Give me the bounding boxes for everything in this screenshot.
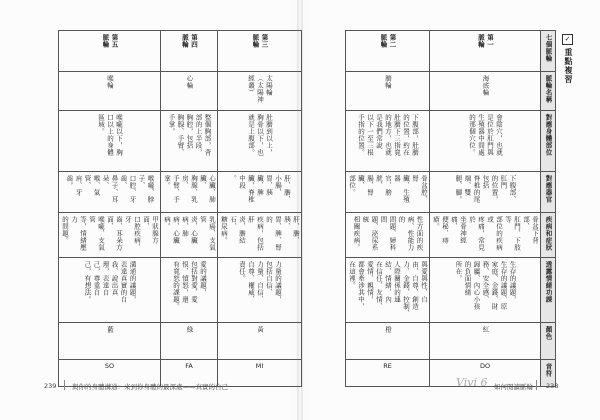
table-cell [346,72,430,111]
right-footer-text: 如何閱讀脈輪 [494,383,533,391]
table-cell [218,258,302,323]
note-label: DO [479,362,491,370]
cell-text: 性方面的疾 病、性能力的 問題、婦科問 題、泌尿系統 相關疾病。 [352,216,424,251]
checkbox-icon: ✓ [562,34,573,45]
table-row-label [346,31,556,72]
table-row-emotion [346,258,556,323]
table-cell [59,213,161,258]
cell-text: 溝通的議題， 表達真實的自 我、說出真 理，表達自 己，尊重自 己，有想法。 [83,261,137,303]
column-header-cell [541,111,556,172]
table-cell [218,172,302,213]
note-label: RE [383,362,392,370]
table-cell [161,111,218,172]
table-cell [161,31,218,72]
cell-text: 生存的議題， 生存的議題、原 家庭、金錢、財 務、安全感、 歸屬、內心小孩 的負面情緒 所在。 [454,261,517,310]
table-cell [218,111,302,172]
footer-divider [64,380,65,390]
table-cell [161,172,218,213]
cell-text: 橙 [384,326,392,333]
cell-text: 喉輪 [106,75,114,89]
chakra-label: 第三 脈輪 [251,34,269,48]
chakra-label: 第二 脈輪 [379,34,397,48]
table-cell [161,213,218,258]
table-cell [346,360,430,387]
table-cell [430,323,541,360]
column-header: 音符 [544,363,553,377]
table-cell [430,72,541,111]
cell-text: 下腹部、肛門 的位置，包括 脊椎的尾端、雙 腿、腳。 [454,175,517,203]
table-row-body [346,111,556,172]
table-cell [346,258,430,323]
table-cell [346,323,430,360]
cell-text: 太陽輪 （太陽神 經叢） [247,75,273,103]
chakra-label: 第四 脈輪 [181,34,198,48]
footer-divider [536,380,537,390]
table-cell [218,213,302,258]
table-cell [218,72,302,111]
cell-text: 喉嚨以下，胸 口以上的身體 區域。 [97,114,123,156]
chakra-table-left [58,30,302,387]
left-page-number: 239 [44,382,57,390]
table-cell [161,72,218,111]
note-label: FA [185,362,193,370]
book-logo: Vivi 6 [456,376,488,389]
table-cell [346,31,430,72]
table-cell [430,258,541,323]
cell-text: 海底輪 [481,75,490,96]
cell-text: 力量的議題， 包括自信、 力量、自信、 自尊、權威、 責任。 [238,261,282,303]
table-cell [59,31,161,72]
table-row-disease [59,213,302,258]
cell-text: 骨盆腔、腎 臟、生殖器 官、膀胱、 腸、腎臟、 部位。 [348,175,428,203]
table-row-disease [346,213,556,258]
column-header: 脈輪名稱 [544,75,553,103]
column-header-cell [541,213,556,258]
table-cell [430,213,541,258]
table-row-color [346,323,556,360]
cell-text: 臍輪 [384,75,392,89]
table-cell [59,172,161,213]
right-page-number: 238 [546,382,559,390]
table-cell [346,172,430,213]
chakra-table-right [345,30,556,387]
table-row-body [59,111,302,172]
table-cell [430,172,541,213]
table-row-name [59,72,302,111]
table-cell [218,31,302,72]
cell-text: 會陰穴，也就 是位於肛門與 生殖器中間處 的那個穴位。 [468,114,503,156]
column-header-cell [541,31,556,72]
chakra-label: 第五 脈輪 [101,34,119,48]
cell-text: 心輪 [185,75,194,89]
cell-text: 綠 [185,326,194,333]
table-cell [59,258,161,323]
table-cell [430,111,541,172]
table-cell [346,111,430,172]
column-header-cell [541,323,556,360]
table-cell [161,323,218,360]
section-title: 重點複習 [564,48,573,84]
cell-text: 乳癌、支氣管 炎、心臟病、肺 病、心臟病。 [163,216,216,251]
cell-text: 黃 [256,326,264,333]
column-header-cell [541,172,556,213]
table-row-organs [346,172,556,213]
column-header: 對應器官 [544,175,553,203]
note-label: MI [255,362,264,370]
cell-text: 骨盆下背部、 肛門、下肢等 部位的疾病或 疼痛，常見於 坐骨神經痛、 便秘、痔瘡。 [432,216,539,251]
table-cell [218,360,302,387]
cell-text: 整個胸部，背 部的上半段， 胸腔，包括 胸腺、手臂、 手掌。 [167,114,212,156]
cell-text: 愛的議題， 包括對愛、愛 恨、憤怒，還 有寬恕的課題。 [172,261,207,310]
table-row-organs [59,172,302,213]
table-row-emotion [59,258,302,323]
cell-text: 肝、膽、小腸、 胃、胰臟、脾 臟，脊椎中段 。 [229,175,291,203]
chakra-label: 第一 脈輪 [477,34,494,48]
cell-text: 肚臍到以上， 胸骨以下，也 就是上腹部。 [247,114,273,156]
column-header: 顏色 [544,326,553,340]
column-header: 對應身體部位 [544,114,553,156]
note-label: SO [104,362,115,370]
table-cell [346,213,430,258]
cell-text: 紅 [481,326,490,333]
table-cell [430,31,541,72]
table-row-name [346,72,556,111]
table-cell [59,111,161,172]
right-page [310,0,600,420]
cell-text: 藍 [106,326,114,333]
table-cell [161,258,218,323]
table-cell [59,72,161,111]
cell-text: 肝、膽、胰、 胃、脾、腎的 疾病，包括肝 炎、膽結石、 糖尿病。 [220,216,300,251]
column-header: 七個脈輪 [544,34,553,62]
cell-text: 下腹部，肚臍 的位置，約在 肚臍下三指寬 的地方，也就 是我們常說 以下一至三根 手指的位置。 [357,114,419,156]
table-cell [218,323,302,360]
table-row-color [59,323,302,360]
column-header-cell [541,258,556,323]
column-header: 透露情緒功課 [544,261,553,303]
column-header: 疾病和症狀 [544,216,553,251]
table-row-label [59,31,302,72]
column-header-cell [541,72,556,111]
cell-text: 心臟、肺臟、 胸腺、乳房、 手臂、手掌。 [163,175,216,203]
left-footer-text: 與你的身體溝通：來到你身體的最深處——真實的自己 [72,383,228,391]
cell-text: 喉嚨、脖子、 口腔、牙齒、 鼻子、耳朵、 喉、氣管、 肩、牙齒。 [65,175,155,203]
table-cell [59,323,161,360]
cell-text: 與愛與性、自 由、自尊、創造 力、金錢、控制、 人際關係的連 結、情緒、內 在信任、友情、 愛情、親情， 都會牽涉其中， 在這裡。 [348,261,428,317]
cell-text: 甲狀腺方面、 口腔疾病、牙 齒、耳朵方面、 喉嚨、支氣管 等，情緒壓力 的問題。 [61,216,159,251]
